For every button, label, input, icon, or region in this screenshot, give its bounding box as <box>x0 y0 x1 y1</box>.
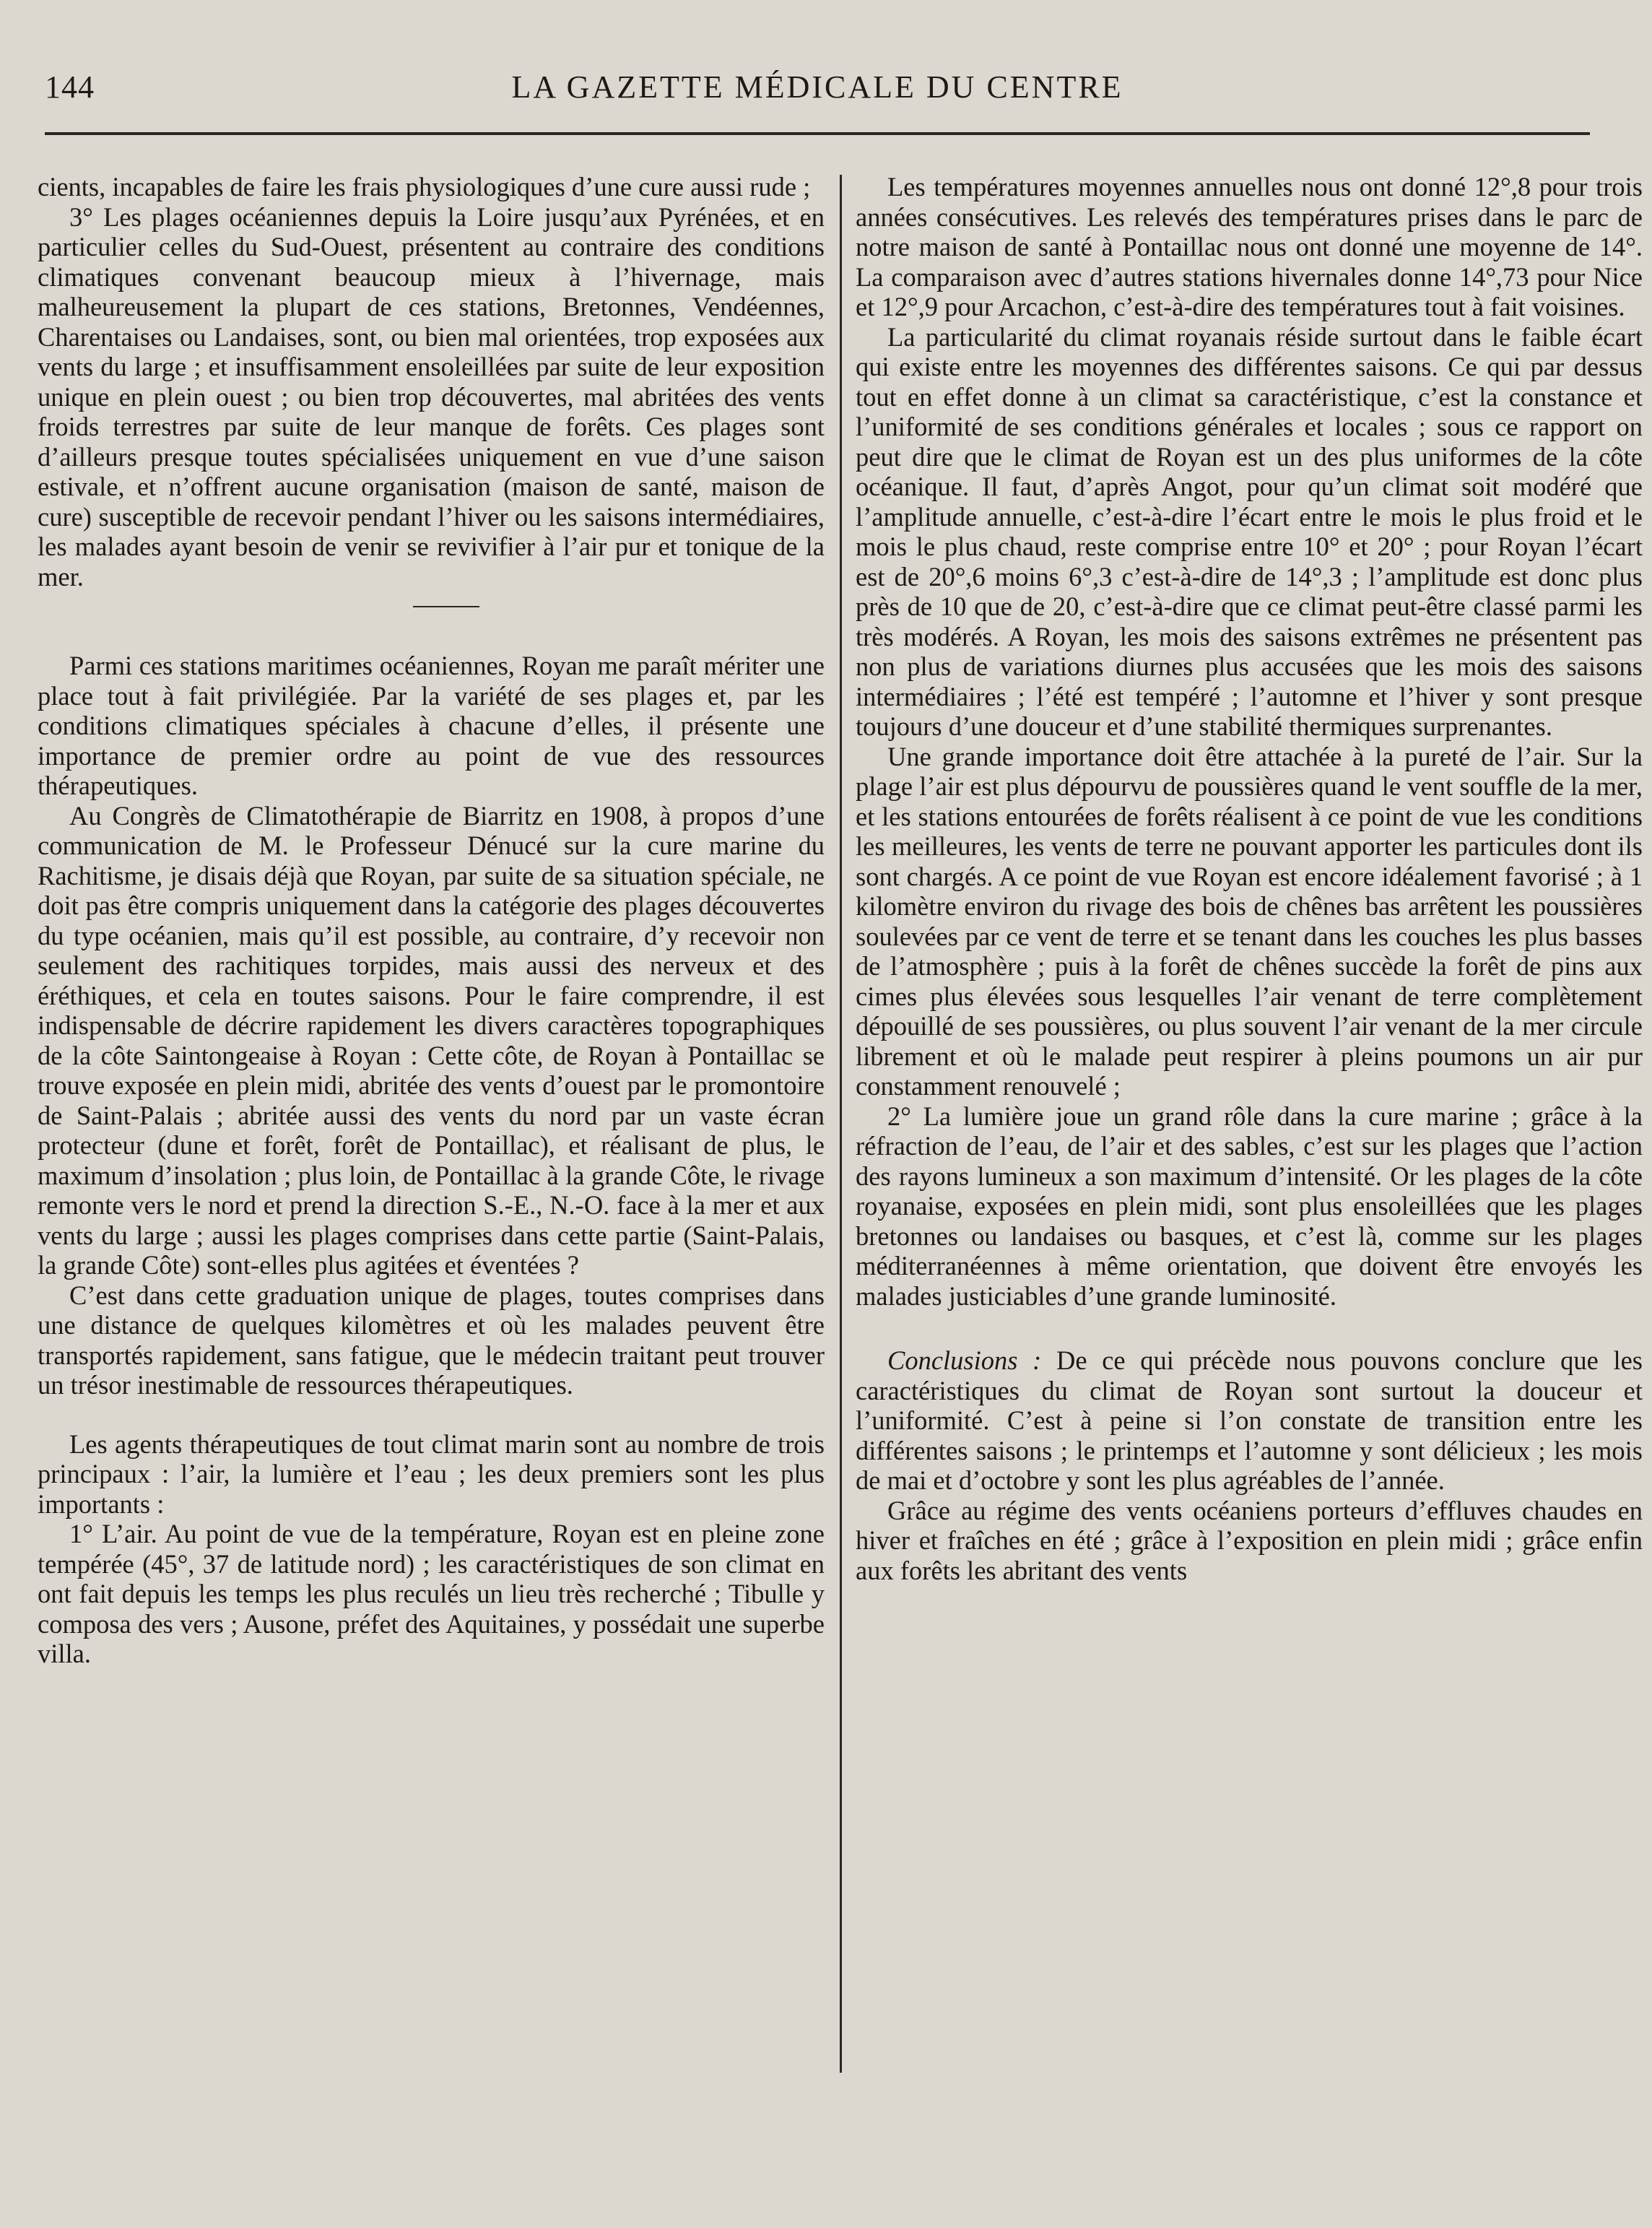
paragraph: C’est dans cette graduation unique de plages, toutes comprises dans une distance de quelques kilomètres et où les malades peuvent être transportés rapidement, sans fatigue, que le médecin traitant peut trouver un trésor inestimable de ressources thérapeutiques. <box>38 1280 825 1400</box>
paragraph: 3° Les plages océaniennes depuis la Loire jusqu’aux Pyrénées, et en particulier celles du Sud-Ouest, présentent au contraire des conditions climatiques convenant beaucoup mieux à l’hivernage, mais malheureusement la plupart de ces stations, Bretonnes, Vendéennes, Charentaises ou Landaises, sont, ou bien mal orientées, trop exposées aux vents du large ; et insuffisamment ensoleillées par suite de leur exposition unique en plein ouest ; ou bien trop découvertes, mal abritées des vents froids terrestres par suite de leur manque de forêts. Ces plages sont d’ailleurs presque toutes spécialisées uniquement en vue d’une saison estivale, et n’offrent aucune organisation (maison de santé, maison de cure) susceptible de recevoir pendant l’hiver ou les saisons intermédiaires, les malades ayant besoin de venir se revivifier à l’air pur et tonique de la mer. <box>38 201 825 591</box>
right-column <box>856 172 1643 1585</box>
paragraph: Les températures moyennes annuelles nous ont donné 12°,8 pour trois années consécutives. Les relevés des températures prises dans le parc de notre maison de santé à Pontaillac nous ont donné une moyenne de 14°. La comparaison avec d’autres stations hivernales donne 14°,73 pour Nice et 12°,9 pour Arcachon, c’est-à-dire des températures tout à fait voisines. <box>856 172 1643 321</box>
paragraph: Grâce au régime des vents océaniens porteurs d’effluves chaudes en hiver et fraîches en été ; grâce à l’exposition en plein midi ; grâce enfin aux forêts les abritant des vents <box>856 1495 1643 1585</box>
page-header <box>45 69 1590 112</box>
spacer <box>38 622 825 651</box>
section-separator-wrap <box>38 591 825 622</box>
conclusions-text: De ce qui précède nous pouvons conclure que les caractéristiques du climat de Royan sont surtout la douceur et l’uniformité. C’est à peine si l’on constate de transition entre les différentes saisons ; le printemps et l’automne y sont délicieux ; les mois de mai et d’octobre y sont les plus agréables de l’année. <box>856 1345 1643 1495</box>
left-column <box>38 172 825 1669</box>
paragraph: Parmi ces stations maritimes océaniennes, Royan me paraît mériter une place tout à fait privilégiée. Par la variété de ses plages et, par les conditions climatiques spéciales à chacune d’elles, il présente une importance de premier ordre au point de vue des ressources thérapeutiques. <box>38 651 825 800</box>
spacer <box>856 1311 1643 1345</box>
conclusions-label: Conclusions : <box>887 1345 1042 1375</box>
paragraph: 1° L’air. Au point de vue de la température, Royan est en pleine zone tempérée (45°, 37 de latitude nord) ; les caractéristiques de son climat en ont fait depuis les temps les plus reculés un lieu très recherché ; Tibulle y composa des vers ; Ausone, préfet des Aquitaines, y possédait une superbe villa. <box>38 1519 825 1668</box>
page-number: 144 <box>45 69 95 105</box>
paragraph: La particularité du climat royanais réside surtout dans le faible écart qui existe entre les moyennes des différentes saisons. Ce qui par dessus tout en effet donne à un climat sa caractéristique, c’est la constance et l’uniformité de ses conditions générales et locales ; sous ce rapport on peut dire que le climat de Royan est un des plus uniformes de la côte océanique. Il faut, d’après Angot, pour qu’un climat soit modéré que l’amplitude annuelle, c’est-à-dire l’écart entre le mois le plus froid et le mois le plus chaud, reste comprise entre 10° et 20° ; pour Royan l’écart est de 20°,6 moins 6°,3 c’est-à-dire de 14°,3 ; l’amplitude est donc plus près de 10 que de 20, c’est-à-dire que ce climat peut-être classé parmi les très modérés. A Royan, les mois des saisons extrêmes ne présentent pas non plus de variations diurnes plus accusées que les mois des saisons intermédiaires ; l’été est tempéré ; l’automne et l’hiver y sont presque toujours d’une douceur et d’une stabilité thermiques surprenantes. <box>856 321 1643 741</box>
spacer <box>38 1400 825 1429</box>
paragraph: Au Congrès de Climatothérapie de Biarritz en 1908, à propos d’une communication de M. le Professeur Dénucé sur la cure marine du Rachitisme, je disais déjà que Royan, par suite de sa situation spéciale, ne doit pas être compris uniquement dans la catégorie des plages découvertes du type océanien, mais qu’il est possible, au contraire, d’y recevoir non seulement des rachitiques torpides, mais aussi des nerveux et des éréthiques, et cela en toutes saisons. Pour le faire comprendre, il est indispensable de décrire rapidement les divers caractères topographiques de la côte Saintongeaise à Royan : Cette côte, de Royan à Pontaillac se trouve exposée en plein midi, abritée des vents d’ouest par le promontoire de Saint-Palais ; abritée aussi des vents du nord par un vaste écran protecteur (dune et forêt, forêt de Pontaillac), et réalisant de plus, le maximum d’insolation ; plus loin, de Pontaillac à la grande Côte, le rivage remonte vers le nord et prend la direction S.-E., N.-O. face à la mer et aux vents du large ; aussi les plages comprises dans cette partie (Saint-Palais, la grande Côte) sont-elles plus agitées et éventées ? <box>38 800 825 1280</box>
column-divider <box>840 175 842 2073</box>
section-separator <box>413 606 479 607</box>
paragraph: 2° La lumière joue un grand rôle dans la cure marine ; grâce à la réfraction de l’eau, de l’air et des sables, c’est sur les plages que l’action des rayons lumineux a son maximum d’intensité. Or les plages de la côte royanaise, exposées en plein midi, sont plus ensoleillées que les plages bretonnes ou landaises ou basques, et c’est là, comme sur les plages méditerranéennes à même orientation, que doivent être envoyés les malades justiciables d’une grande luminosité. <box>856 1101 1643 1311</box>
journal-title: LA GAZETTE MÉDICALE DU CENTRE <box>511 69 1123 105</box>
paragraph: Une grande importance doit être attachée à la pureté de l’air. Sur la plage l’air est plus dépourvu de poussières quand le vent souffle de la mer, et les stations entourées de forêts réalisent à ce point de vue les conditions les meilleures, les vents de terre ne pouvant apporter les particules dont ils sont chargés. A ce point de vue Royan est encore idéalement favorisé ; à 1 kilomètre environ du rivage des bois de chênes bas arrêtent les poussières soulevées par ce vent de terre et se tenant dans les couches les plus basses de l’atmosphère ; puis à la forêt de chênes succède la forêt de pins aux cimes plus élevées sous lesquelles l’air venant de terre complètement dépouillé de ses poussières, ou plus souvent l’air venant de la mer circule librement et où le malade peut respirer à pleins poumons un air pur constamment renouvelé ; <box>856 741 1643 1101</box>
paragraph: cients, incapables de faire les frais physiologiques d’une cure aussi rude ; <box>38 172 811 201</box>
conclusions-paragraph <box>856 1345 1643 1496</box>
paragraph: Les agents thérapeutiques de tout climat marin sont au nombre de trois principaux : l’air, la lumière et l’eau ; les deux premiers sont les plus importants : <box>38 1429 825 1519</box>
header-rule <box>45 132 1590 135</box>
